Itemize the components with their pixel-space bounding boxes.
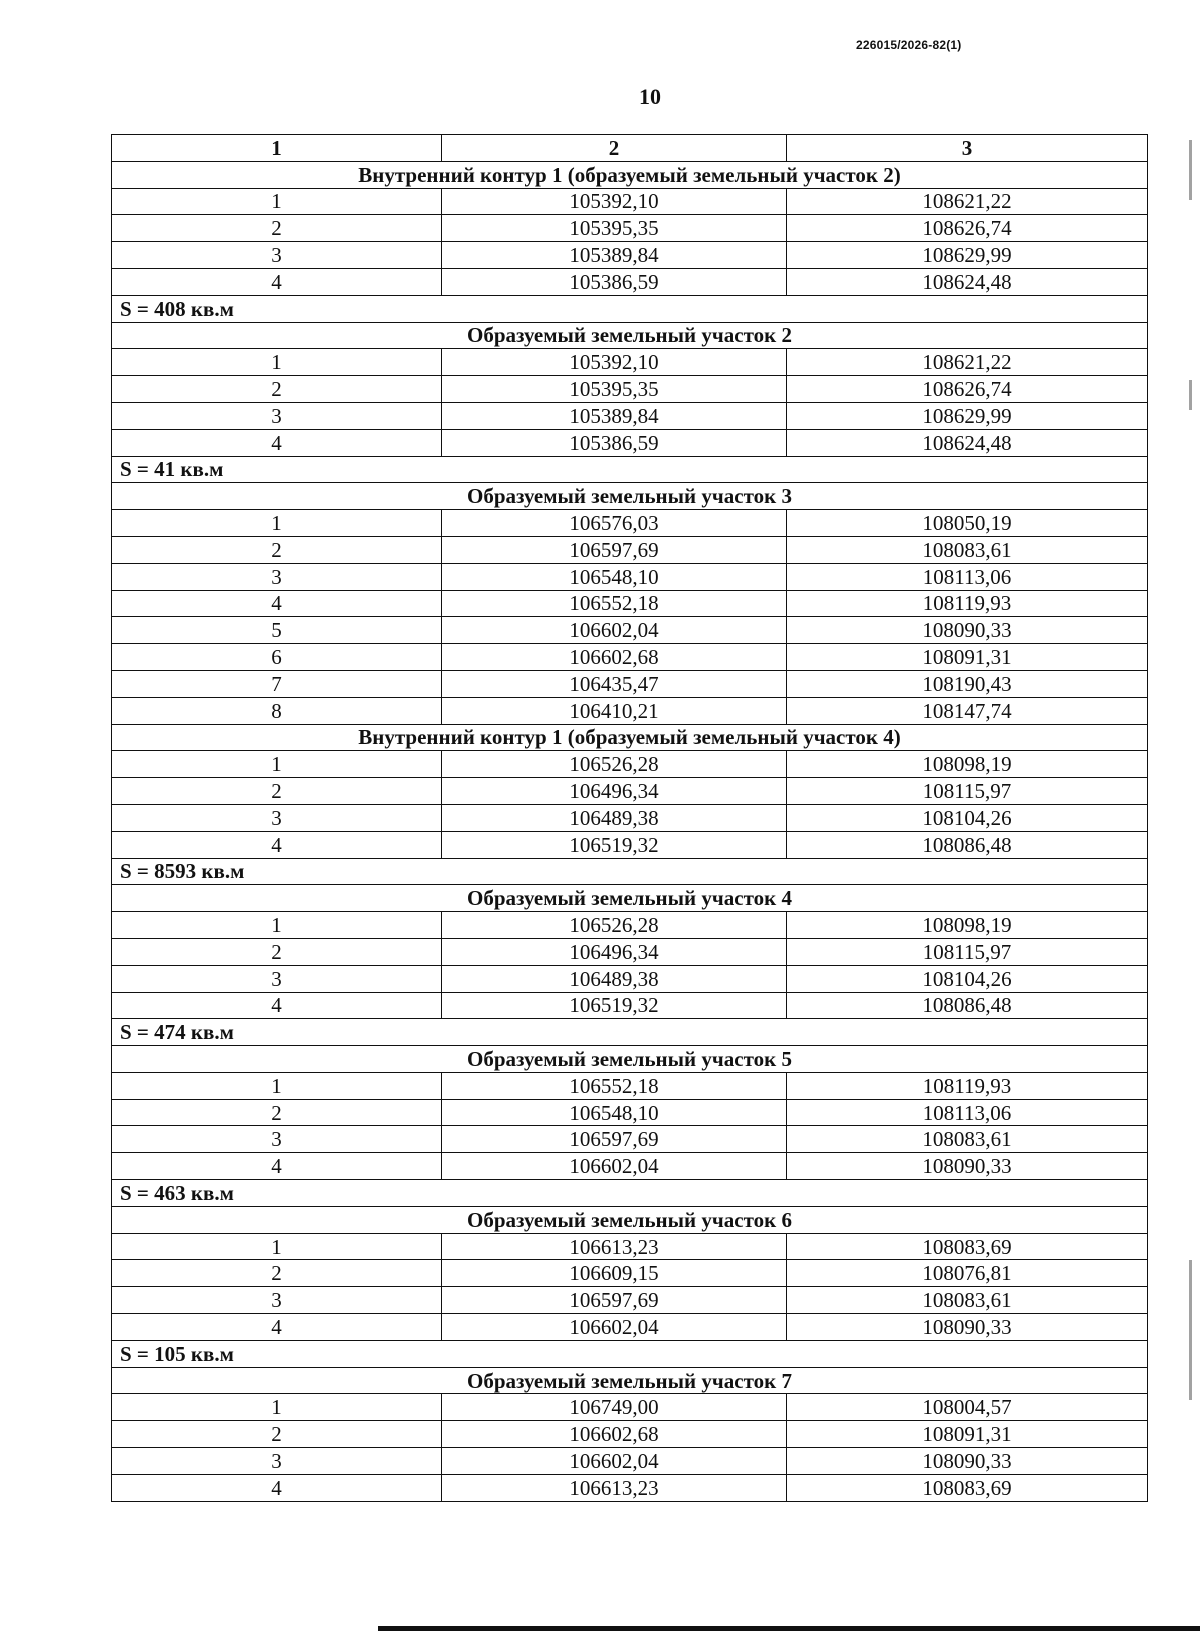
table-row [112,1072,1148,1099]
coordinate-y-cell: 108083,69 [787,1474,1148,1501]
coordinate-x-cell: 105392,10 [442,349,787,376]
page-number: 10 [639,84,661,109]
point-number-cell: 1 [112,349,442,376]
coordinate-x-cell: 106613,23 [442,1474,787,1501]
coordinate-x-cell: 106597,69 [442,1287,787,1314]
section-title-row [112,724,1148,751]
point-number-cell: 4 [112,268,442,295]
point-number-cell: 2 [112,1099,442,1126]
column-header: 1 [112,135,442,162]
coordinate-x-cell: 106519,32 [442,831,787,858]
coordinate-y-cell: 108098,19 [787,912,1148,939]
section-title-row [112,1367,1148,1394]
coordinate-x-cell: 106602,68 [442,1421,787,1448]
coordinate-x-cell: 105392,10 [442,188,787,215]
coordinate-x-cell: 106602,04 [442,1448,787,1475]
area-value: S = 8593 кв.м [112,858,1148,885]
table-row [112,1099,1148,1126]
coordinate-y-cell: 108076,81 [787,1260,1148,1287]
coordinate-y-cell: 108621,22 [787,188,1148,215]
point-number-cell: 2 [112,1260,442,1287]
coordinate-x-cell: 106597,69 [442,536,787,563]
table-row [112,1474,1148,1501]
coordinate-x-cell: 106602,04 [442,1314,787,1341]
coordinate-y-cell: 108624,48 [787,429,1148,456]
point-number-cell: 3 [112,402,442,429]
section-title: Образуемый земельный участок 2 [112,322,1148,349]
coordinate-y-cell: 108629,99 [787,242,1148,269]
section-title: Образуемый земельный участок 6 [112,1206,1148,1233]
section-title: Образуемый земельный участок 4 [112,885,1148,912]
area-row [112,295,1148,322]
table-row [112,242,1148,269]
coordinate-x-cell: 105386,59 [442,268,787,295]
table-row [112,1448,1148,1475]
point-number-cell: 2 [112,938,442,965]
coordinate-x-cell: 106496,34 [442,778,787,805]
coordinate-y-cell: 108090,33 [787,1153,1148,1180]
coordinate-x-cell: 106597,69 [442,1126,787,1153]
table-row [112,1314,1148,1341]
section-title: Внутренний контур 1 (образуемый земельный участок 4) [112,724,1148,751]
table-row [112,590,1148,617]
point-number-cell: 7 [112,670,442,697]
coordinate-y-cell: 108624,48 [787,268,1148,295]
coordinate-x-cell: 106526,28 [442,751,787,778]
coordinate-y-cell: 108086,48 [787,992,1148,1019]
point-number-cell: 3 [112,563,442,590]
point-number-cell: 3 [112,1287,442,1314]
table-row [112,1126,1148,1153]
point-number-cell: 3 [112,965,442,992]
point-number-cell: 4 [112,1314,442,1341]
coordinate-x-cell: 106489,38 [442,804,787,831]
section-title: Образуемый земельный участок 7 [112,1367,1148,1394]
scan-edge-mark [1189,380,1192,410]
coordinate-y-cell: 108119,93 [787,1072,1148,1099]
coordinate-x-cell: 106519,32 [442,992,787,1019]
coordinate-x-cell: 106552,18 [442,590,787,617]
coordinates-table-body [112,135,1148,1502]
table-row [112,215,1148,242]
table-row [112,644,1148,671]
coordinate-y-cell: 108083,61 [787,536,1148,563]
table-row [112,1287,1148,1314]
coordinate-x-cell: 106576,03 [442,510,787,537]
coordinate-y-cell: 108083,61 [787,1126,1148,1153]
coordinate-y-cell: 108626,74 [787,376,1148,403]
point-number-cell: 4 [112,1474,442,1501]
point-number-cell: 1 [112,1394,442,1421]
area-value: S = 408 кв.м [112,295,1148,322]
table-row [112,938,1148,965]
table-row [112,349,1148,376]
coordinate-x-cell: 106602,68 [442,644,787,671]
table-row [112,1394,1148,1421]
table-row [112,697,1148,724]
coordinate-x-cell: 106602,04 [442,1153,787,1180]
table-row [112,1153,1148,1180]
coordinate-y-cell: 108115,97 [787,778,1148,805]
coordinate-x-cell: 106496,34 [442,938,787,965]
point-number-cell: 4 [112,590,442,617]
area-value: S = 105 кв.м [112,1340,1148,1367]
coordinate-x-cell: 106552,18 [442,1072,787,1099]
point-number-cell: 1 [112,510,442,537]
coordinate-x-cell: 105389,84 [442,402,787,429]
coordinates-table [111,134,1148,1502]
section-title: Внутренний контур 1 (образуемый земельный участок 2) [112,161,1148,188]
coordinate-y-cell: 108050,19 [787,510,1148,537]
table-row [112,536,1148,563]
coordinate-y-cell: 108086,48 [787,831,1148,858]
column-header: 3 [787,135,1148,162]
coordinate-y-cell: 108083,61 [787,1287,1148,1314]
table-row [112,617,1148,644]
point-number-cell: 1 [112,751,442,778]
point-number-cell: 2 [112,376,442,403]
table-row [112,751,1148,778]
coordinate-x-cell: 106435,47 [442,670,787,697]
point-number-cell: 3 [112,1126,442,1153]
point-number-cell: 2 [112,1421,442,1448]
point-number-cell: 4 [112,429,442,456]
coordinate-y-cell: 108104,26 [787,965,1148,992]
area-row [112,1340,1148,1367]
area-value: S = 463 кв.м [112,1180,1148,1207]
section-title: Образуемый земельный участок 3 [112,483,1148,510]
table-row [112,992,1148,1019]
table-row [112,831,1148,858]
coordinate-y-cell: 108090,33 [787,1314,1148,1341]
table-row [112,670,1148,697]
coordinate-x-cell: 105395,35 [442,215,787,242]
coordinate-y-cell: 108119,93 [787,590,1148,617]
coordinate-y-cell: 108090,33 [787,617,1148,644]
coordinate-y-cell: 108190,43 [787,670,1148,697]
coordinate-x-cell: 106548,10 [442,563,787,590]
coordinate-y-cell: 108629,99 [787,402,1148,429]
table-row [112,510,1148,537]
point-number-cell: 4 [112,831,442,858]
coordinate-y-cell: 108004,57 [787,1394,1148,1421]
area-row [112,1019,1148,1046]
point-number-cell: 1 [112,188,442,215]
coordinate-x-cell: 106526,28 [442,912,787,939]
coordinate-x-cell: 106602,04 [442,617,787,644]
table-row [112,402,1148,429]
coordinate-y-cell: 108115,97 [787,938,1148,965]
table-row [112,268,1148,295]
coordinate-x-cell: 106410,21 [442,697,787,724]
area-row [112,858,1148,885]
section-title-row [112,161,1148,188]
section-title-row [112,885,1148,912]
document-number: 226015/2026-82(1) [856,38,962,52]
table-row [112,1233,1148,1260]
table-row [112,1260,1148,1287]
table-row [112,376,1148,403]
point-number-cell: 3 [112,242,442,269]
point-number-cell: 4 [112,1153,442,1180]
coordinate-y-cell: 108621,22 [787,349,1148,376]
coordinate-x-cell: 106489,38 [442,965,787,992]
coordinate-y-cell: 108113,06 [787,563,1148,590]
table-row [112,1421,1148,1448]
area-row [112,456,1148,483]
column-header-row [112,135,1148,162]
point-number-cell: 8 [112,697,442,724]
coordinate-x-cell: 106609,15 [442,1260,787,1287]
point-number-cell: 3 [112,1448,442,1475]
column-header: 2 [442,135,787,162]
table-row [112,429,1148,456]
footer-bar [378,1626,1200,1631]
table-row [112,188,1148,215]
coordinate-y-cell: 108626,74 [787,215,1148,242]
table-row [112,912,1148,939]
area-row [112,1180,1148,1207]
coordinate-y-cell: 108098,19 [787,751,1148,778]
point-number-cell: 5 [112,617,442,644]
point-number-cell: 3 [112,804,442,831]
coordinate-y-cell: 108090,33 [787,1448,1148,1475]
section-title-row [112,1206,1148,1233]
coordinate-x-cell: 105395,35 [442,376,787,403]
table-row [112,563,1148,590]
point-number-cell: 2 [112,536,442,563]
point-number-cell: 1 [112,1072,442,1099]
point-number-cell: 1 [112,1233,442,1260]
coordinate-y-cell: 108104,26 [787,804,1148,831]
table-row [112,778,1148,805]
section-title-row [112,322,1148,349]
coordinate-x-cell: 106548,10 [442,1099,787,1126]
section-title: Образуемый земельный участок 5 [112,1046,1148,1073]
table-row [112,965,1148,992]
coordinate-y-cell: 108091,31 [787,1421,1148,1448]
area-value: S = 41 кв.м [112,456,1148,483]
point-number-cell: 2 [112,215,442,242]
point-number-cell: 1 [112,912,442,939]
coordinate-x-cell: 106613,23 [442,1233,787,1260]
coordinate-x-cell: 105389,84 [442,242,787,269]
section-title-row [112,483,1148,510]
scan-edge-mark [1189,140,1192,200]
coordinate-y-cell: 108147,74 [787,697,1148,724]
coordinate-y-cell: 108091,31 [787,644,1148,671]
coordinate-y-cell: 108113,06 [787,1099,1148,1126]
scan-edge-mark [1189,1260,1192,1400]
coordinate-y-cell: 108083,69 [787,1233,1148,1260]
coordinate-x-cell: 105386,59 [442,429,787,456]
table-row [112,804,1148,831]
section-title-row [112,1046,1148,1073]
point-number-cell: 4 [112,992,442,1019]
coordinate-x-cell: 106749,00 [442,1394,787,1421]
area-value: S = 474 кв.м [112,1019,1148,1046]
point-number-cell: 6 [112,644,442,671]
point-number-cell: 2 [112,778,442,805]
